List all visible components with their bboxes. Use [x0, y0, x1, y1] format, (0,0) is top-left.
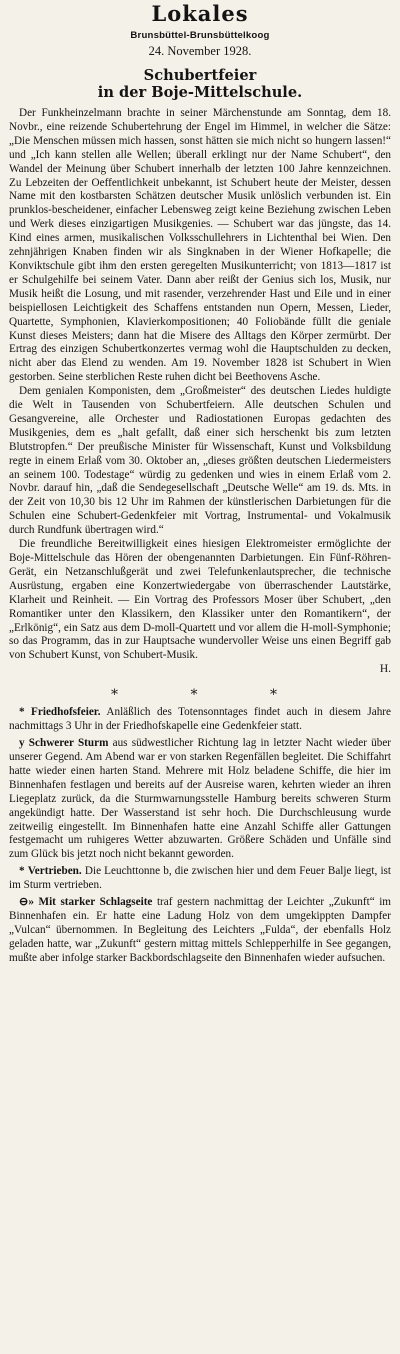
news-marker: y — [19, 737, 25, 750]
article-headline — [9, 67, 391, 101]
article-signature: H. — [379, 663, 391, 676]
article-paragraph: Die freundliche Bereitwilligkeit eines hiesigen Elektromeister ermöglichte der Boje-Mittelschule das Hören der obengenannten Darbietungen. Ein Fünf-Röhren-Gerät, ein Netzanschlußgerät und zwei Telefunkenlautsprecher, die technische Ausrüstung, ergaben eine Konzertwiedergabe von überraschender Lautstärke, Klarheit und Reinheit. — Ein Vortrag des Professors Moser über Schubert, „den Romantiker unter den Klassikern, den Klassiker unter den Romantikern“, der „Erlkönig“, ein Satz aus dem D-moll-Quartett und vor allem die H-moll-Symphonie; so das Programm, das in zur Hauptsache wundervoller Weise uns einen Begriff gab von Schubert Kunst, von Schubert-Musik. — [9, 538, 391, 662]
article-paragraph: Der Funkheinzelmann brachte in seiner Märchenstunde am Sonntag, dem 18. Novbr., eine reizende Schubertehrung der Engel im Himmel, in welcher die Sätze: „Die Menschen müssen mich hassen, sonst hätten sie mich nicht so hungern lassen!“ und „Ich kann stellen alle Wellen; überall erklingt nur der Name Schubert“, den Wandel der Meinung über Schubert innerhalb der letzten 100 Jahre kennzeichnen. Zu Lebzeiten der Oeffentlichkeit unbekannt, ist Schubert heute der Meister, dessen Name mit den kostbarsten Schätzen deutscher Musik unlöslich verbunden ist. Ein prunklos-bescheidener, einfacher Lebensweg zeigt keine Beziehung zwischen Leben und Werk dieses einzigartigen Musikgenies. — Schubert war das jüngste, das 14. Kind eines armen, musikalischen Volksschullehrers in Lichtenthal bei Wien. Den zehnjährigen Knaben finden wir als Singknaben in der Wiener Hofkapelle; die Konviktschule gibt ihm den ersten geregelten Musikunterricht; von 1813—1817 ist er Schulgehilfe bei seinem Vater. Dann aber reißt der Genius sich los, Musik, nur Musik heißt die Losung, und mit rasender, verzehrender Hast und Eile und in einer beispiellosen Leichtigkeit des Schaffens entstanden nun Opern, Messen, Lieder, Quartette, Symphonien, Klavierkompositionen; 40 Foliobände füllt die geniale Kunst dieses Meisters; dann hat die Misere des Alltags den Körper zermürbt. Der Ertrag des einzigen Schubertkonzertes vermag wohl die Hauptschulden zu decken, nicht aber das Elend zu wenden. Am 19. November 1828 ist Schubert in Wien gestorben. Seine sterblichen Reste ruhen dicht bei Beethovens Asche. — [9, 107, 391, 384]
news-heading: Vertrieben. — [27, 865, 82, 878]
news-heading: Schwerer Sturm — [28, 737, 109, 750]
news-item — [9, 896, 391, 966]
news-item — [9, 706, 391, 734]
news-heading: Mit starker Schlagseite — [38, 896, 153, 909]
issue-date: 24. November 1928. — [148, 44, 252, 58]
news-item — [9, 865, 391, 893]
news-text: aus südwestlicher Richtung lag in letzter Nacht wieder über unserer Gegend. Am Abend war er von starken Regenfällen begleitet. Die Schiffahrt hatte wieder einen harten Stand. Mehrere mit Holz beladene Schiffe, die hier im Binnenhafen festlagen und bereits auf der Ausreise waren, kehrten wieder an ihren Liegeplatz zurück, da die Sturmwarnungsstelle Hamburg bereits schweren Sturm angekündigt hatte. Der Wasserstand ist sehr hoch. Die Durchschleusung wurde zeitweilig eingestellt. Im Binnenhafen hatte eine Anzahl Schiffe aller Gattungen festgemacht um ruhigeres Wetter abzuwarten. Größere Schäden und Unfälle sind zum Glück bis jetzt noch nicht bekannt geworden. — [9, 737, 392, 861]
section-title: Lokales — [151, 1, 249, 26]
local-news — [9, 706, 391, 965]
news-text: Die Leuchttonne b, die zwischen hier und dem Feuer Balje liegt, ist im Sturm vertrieben. — [9, 865, 392, 892]
article-body — [9, 107, 391, 676]
news-text: traf gestern nachmittag der Leichter „Zukunft“ im Binnenhafen ein. Er hatte eine Ladung Holz von dem umgekippten Dampfer „Vulcan“ übernommen. In Begleitung des Leichters „Fulda“, der ebenfalls Holz geladen hatte, war „Zukunft“ gestern mittag mittels Schlepperhilfe in See gegangen, mußte aber infolge starker Backbordschlagseite den Binnenhafen wieder aufsuchen. — [9, 896, 392, 964]
headline-line-1: Schubertfeier — [143, 67, 257, 84]
news-text: Anläßlich des Totensonntages findet auch in diesem Jahre nachmittags 3 Uhr in der Friedhofskapelle eine Gedenkfeier statt. — [9, 706, 391, 733]
masthead — [9, 0, 391, 59]
section-separator: * * * — [111, 687, 311, 704]
place-line: Brunsbüttel-Brunsbüttelkoog — [130, 30, 270, 41]
news-heading: Friedhofsfeier. — [31, 706, 101, 719]
headline-line-2: in der Boje-Mittelschule. — [97, 84, 303, 101]
news-marker: ⊖» — [19, 896, 34, 909]
news-marker: * — [19, 865, 25, 878]
news-marker: * — [19, 706, 25, 719]
article-paragraph: Dem genialen Komponisten, dem „Großmeister“ des deutschen Liedes huldigte die Welt in Tausenden von Schubertfeiern. Alle deutschen Schulen und Gesangvereine, alle Orchester und Radiostationen Europas gedachten des Musikgenies, dem es „halt gefallt, daß einer sich herschenkt bis zum letzten Blutstropfen.“ Der preußische Minister für Wissenschaft, Kunst und Volksbildung regte in einem Erlaß vom 30. Oktober an, „dieses größten deutschen Liedermeisters an seinem 100. Todestage“ würdig zu gedenken und wies in einem Erlaß vom 2. Novbr. darauf hin, „daß die Sendegesellschaft „Deutsche Welle“ am 19. ds. Mts. in der Zeit von 10,30 bis 12 Uhr im Rahmen der künstlerischen Darbietungen für die Schulen eine Schubert-Gedenkfeier mit Vortrag, Instrumental- und Vokalmusik durch Rundfunk übertragen wird.“ — [9, 385, 391, 537]
news-item — [9, 737, 391, 862]
